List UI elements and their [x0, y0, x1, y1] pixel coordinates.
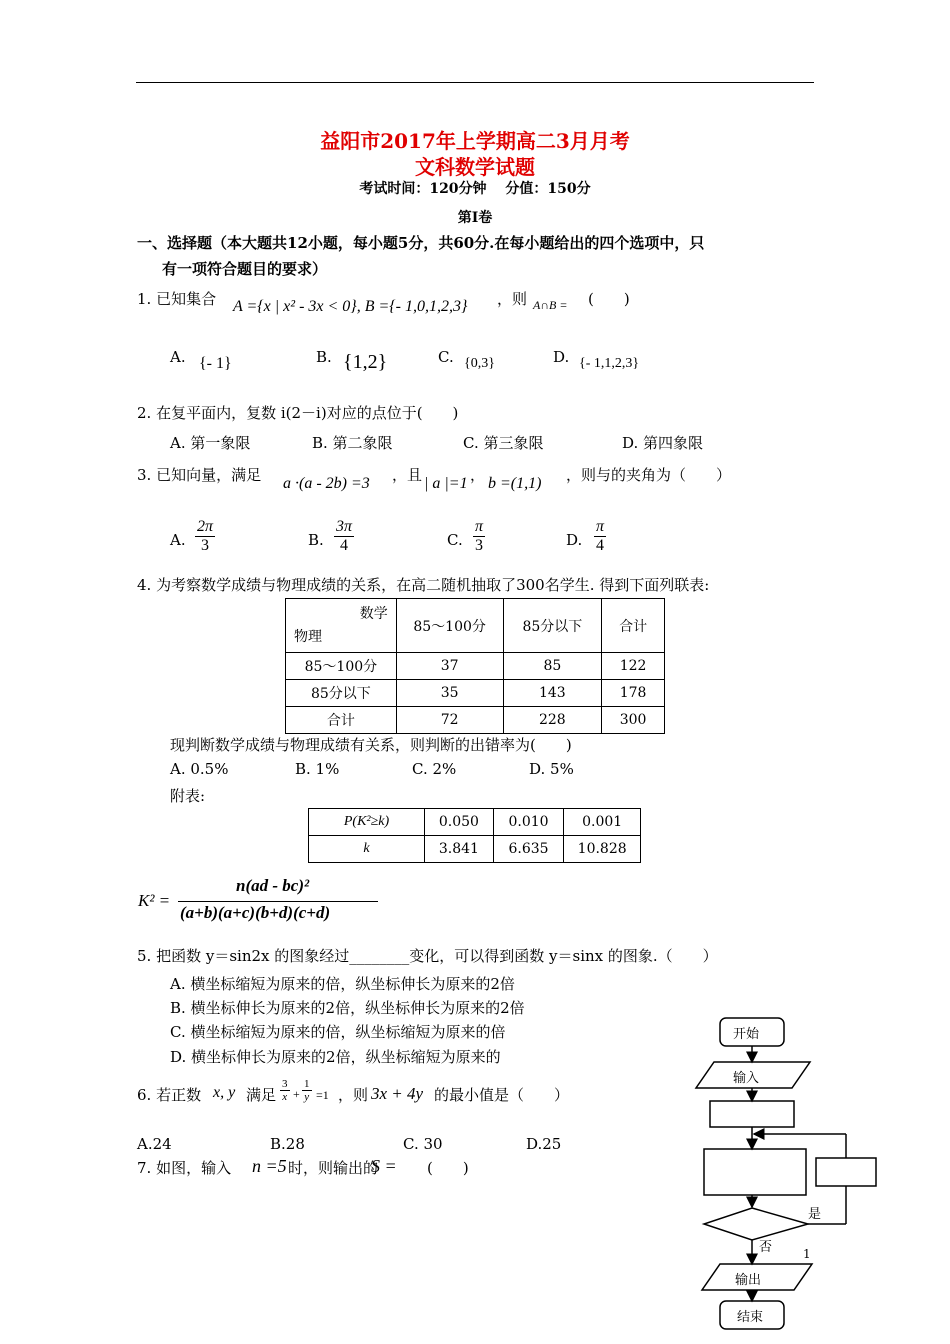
- q7-mid: 时，则输出的: [288, 1159, 379, 1177]
- flowchart-process-2: [704, 1149, 806, 1195]
- q6-cond-text: 满足: [246, 1086, 277, 1104]
- table-cell: 85: [503, 653, 602, 680]
- top-rule: [136, 82, 814, 83]
- table-row: [286, 707, 665, 734]
- row-label: 85分以下: [286, 680, 397, 707]
- q6-vars: x, y: [213, 1084, 236, 1101]
- flowchart-process-1: [710, 1101, 794, 1127]
- q3-tail: ，则与的夹角为（ ）: [566, 466, 732, 484]
- q6-option-c: C. 30: [403, 1135, 443, 1153]
- q5-option-a: A. 横坐标缩短为原来的倍，纵坐标伸长为原来的2倍: [170, 975, 515, 993]
- row-label: k: [309, 836, 425, 863]
- q1-stem: 1. 已知集合: [137, 290, 217, 308]
- flowchart-input-label: 输入: [733, 1071, 760, 1086]
- q5-option-b: B. 横坐标伸长为原来的2倍，纵坐标伸长为原来的2倍: [170, 999, 525, 1017]
- q4-option-b: B. 1%: [295, 760, 340, 778]
- table-row: [286, 653, 665, 680]
- q3-option-d-fraction: $\frac{\pi}{4}$: [596, 518, 605, 554]
- flowchart-yes-label: 是: [808, 1207, 822, 1222]
- q4-option-c: C. 2%: [412, 760, 457, 778]
- table-cell: 228: [503, 707, 602, 734]
- flowchart-side-process: [816, 1158, 876, 1186]
- q5-option-d: D. 横坐标伸长为原来的2倍，纵坐标缩短为原来的: [170, 1048, 501, 1066]
- critical-value-table: [308, 808, 641, 863]
- q2-stem: 2. 在复平面内，复数 i(2－i)对应的点位于( ): [137, 404, 459, 422]
- table-cell: 300: [602, 707, 665, 734]
- q3-comma: ，: [470, 466, 486, 484]
- flowchart-start-label: 开始: [733, 1027, 760, 1042]
- q3-mid: ，且: [392, 466, 423, 484]
- q6-option-a: A.24: [137, 1135, 172, 1153]
- q1-paren: ( ): [588, 290, 630, 308]
- q5-stem: 5. 把函数 y＝sin2x 的图象经过________变化，可以得到函数 y＝sinx 的图象.（ ）: [137, 947, 718, 965]
- q2-option-c: C. 第三象限: [463, 434, 544, 452]
- q7-input: n =5: [252, 1156, 287, 1176]
- q6-option-b: B.28: [270, 1135, 305, 1153]
- section-heading-line2: 有一项符合题目的要求）: [162, 260, 328, 278]
- q2-option-a: A. 第一象限: [170, 434, 251, 452]
- volume-label: 第I卷: [457, 210, 493, 226]
- contingency-table: [285, 598, 665, 734]
- table-cell: 10.828: [564, 836, 641, 863]
- q1-option-c: {0,3}: [464, 356, 495, 371]
- table-cell: 122: [602, 653, 665, 680]
- q4-question: 现判断数学成绩与物理成绩有关系，则判断的出错率为( ): [170, 736, 572, 754]
- table-row: [309, 809, 641, 836]
- table-header: 合计: [602, 599, 665, 653]
- q2-option-d: D. 第四象限: [622, 434, 704, 452]
- table-header: 85分以下: [503, 599, 602, 653]
- q3-option-a-label: A.: [170, 531, 186, 549]
- title-line1: 益阳市2017年上学期高二3月月考: [320, 129, 630, 153]
- flowchart-end-label: 结束: [737, 1310, 764, 1325]
- q6-tail: 的最小值是（ ）: [434, 1086, 570, 1104]
- table-cell: 0.050: [425, 809, 494, 836]
- q1-option-b-label: B.: [316, 348, 332, 366]
- q3-option-d-label: D.: [566, 531, 583, 549]
- q5-option-c: C. 横坐标缩短为原来的倍，纵坐标缩短为原来的倍: [170, 1023, 506, 1041]
- formula-denominator: (a+b)(a+c)(b+d)(c+d): [180, 903, 331, 922]
- q6-fraction-1: $\frac{3}{x}$: [282, 1078, 288, 1103]
- q1-option-a: {- 1}: [199, 355, 232, 372]
- row-label: 85～100分: [286, 653, 397, 680]
- q3-cond3: b =(1,1): [488, 475, 542, 492]
- q3-option-a-fraction: $\frac{2\pi}{3}$: [197, 518, 214, 554]
- table-cell: 37: [396, 653, 503, 680]
- table-corner: 数学 物理: [286, 599, 397, 653]
- q1-option-d: {- 1,1,2,3}: [579, 356, 640, 371]
- row-label: 合计: [286, 707, 397, 734]
- q2-option-b: B. 第二象限: [312, 434, 393, 452]
- table-row: [309, 836, 641, 863]
- q3-cond2: | a |=1: [424, 475, 468, 492]
- table-cell: 35: [396, 680, 503, 707]
- appendix-label: 附表:: [170, 787, 206, 805]
- flowchart-decision: [704, 1208, 808, 1240]
- formula-lhs: K² =: [138, 891, 171, 910]
- title-line2: 文科数学试题: [415, 155, 535, 179]
- q6-target: 3x + 4y: [371, 1084, 424, 1103]
- q6-option-d: D.25: [526, 1135, 562, 1153]
- flowchart-output-label: 输出: [735, 1273, 762, 1288]
- q1-option-b: {1,2}: [343, 351, 388, 373]
- q1-expr: A∩B =: [533, 298, 568, 312]
- flowchart-no-label: 否: [759, 1240, 773, 1255]
- q7-paren: ( ): [427, 1159, 469, 1177]
- table-cell: 0.010: [493, 809, 564, 836]
- table-header: 85～100分: [396, 599, 503, 653]
- table-cell: 6.635: [493, 836, 564, 863]
- page-number: 1: [803, 1247, 811, 1261]
- flowchart: [690, 1010, 890, 1340]
- q7-output: S =: [371, 1156, 397, 1176]
- table-cell: 0.001: [564, 809, 641, 836]
- q4-stem: 4. 为考察数学成绩与物理成绩的关系，在高二随机抽取了300名学生. 得到下面列联表:: [137, 576, 710, 594]
- table-cell: 3.841: [425, 836, 494, 863]
- q7-stem: 7. 如图，输入: [137, 1159, 232, 1177]
- exam-info: 考试时间：120分钟 分值：150分: [359, 181, 591, 197]
- q3-cond1: a ·(a - 2b) =3: [283, 475, 370, 492]
- q6-stem: 6. 若正数: [137, 1086, 202, 1104]
- q1-option-c-label: C.: [438, 348, 454, 366]
- q1-option-d-label: D.: [553, 348, 570, 366]
- formula-bar: [178, 901, 378, 902]
- q3-option-c-label: C.: [447, 531, 463, 549]
- table-cell: 143: [503, 680, 602, 707]
- q3-stem: 3. 已知向量，满足: [137, 466, 262, 484]
- q6-then: ，则: [338, 1086, 369, 1104]
- q1-option-a-label: A.: [170, 348, 186, 366]
- row-label: P(K²≥k): [309, 809, 425, 836]
- q3-option-b-label: B.: [308, 531, 324, 549]
- table-cell: 178: [602, 680, 665, 707]
- q3-option-c-fraction: $\frac{\pi}{3}$: [475, 518, 484, 554]
- q4-option-a: A. 0.5%: [170, 760, 229, 778]
- formula-numerator: n(ad - bc)²: [236, 876, 310, 895]
- table-row: [286, 680, 665, 707]
- table-cell: 72: [396, 707, 503, 734]
- q1-math: A ={x | x² - 3x < 0}, B ={- 1,0,1,2,3}: [233, 298, 468, 315]
- q1-then: ，则: [497, 290, 528, 308]
- section-heading-line1: 一、选择题（本大题共12小题，每小题5分，共60分.在每小题给出的四个选项中，只: [137, 234, 705, 252]
- q6-cond-eq: =1: [316, 1088, 329, 1102]
- q4-option-d: D. 5%: [529, 760, 574, 778]
- q6-plus: +: [293, 1087, 300, 1101]
- q6-fraction-2: $\frac{1}{y}$: [304, 1078, 310, 1103]
- q3-option-b-fraction: $\frac{3\pi}{4}$: [336, 518, 353, 554]
